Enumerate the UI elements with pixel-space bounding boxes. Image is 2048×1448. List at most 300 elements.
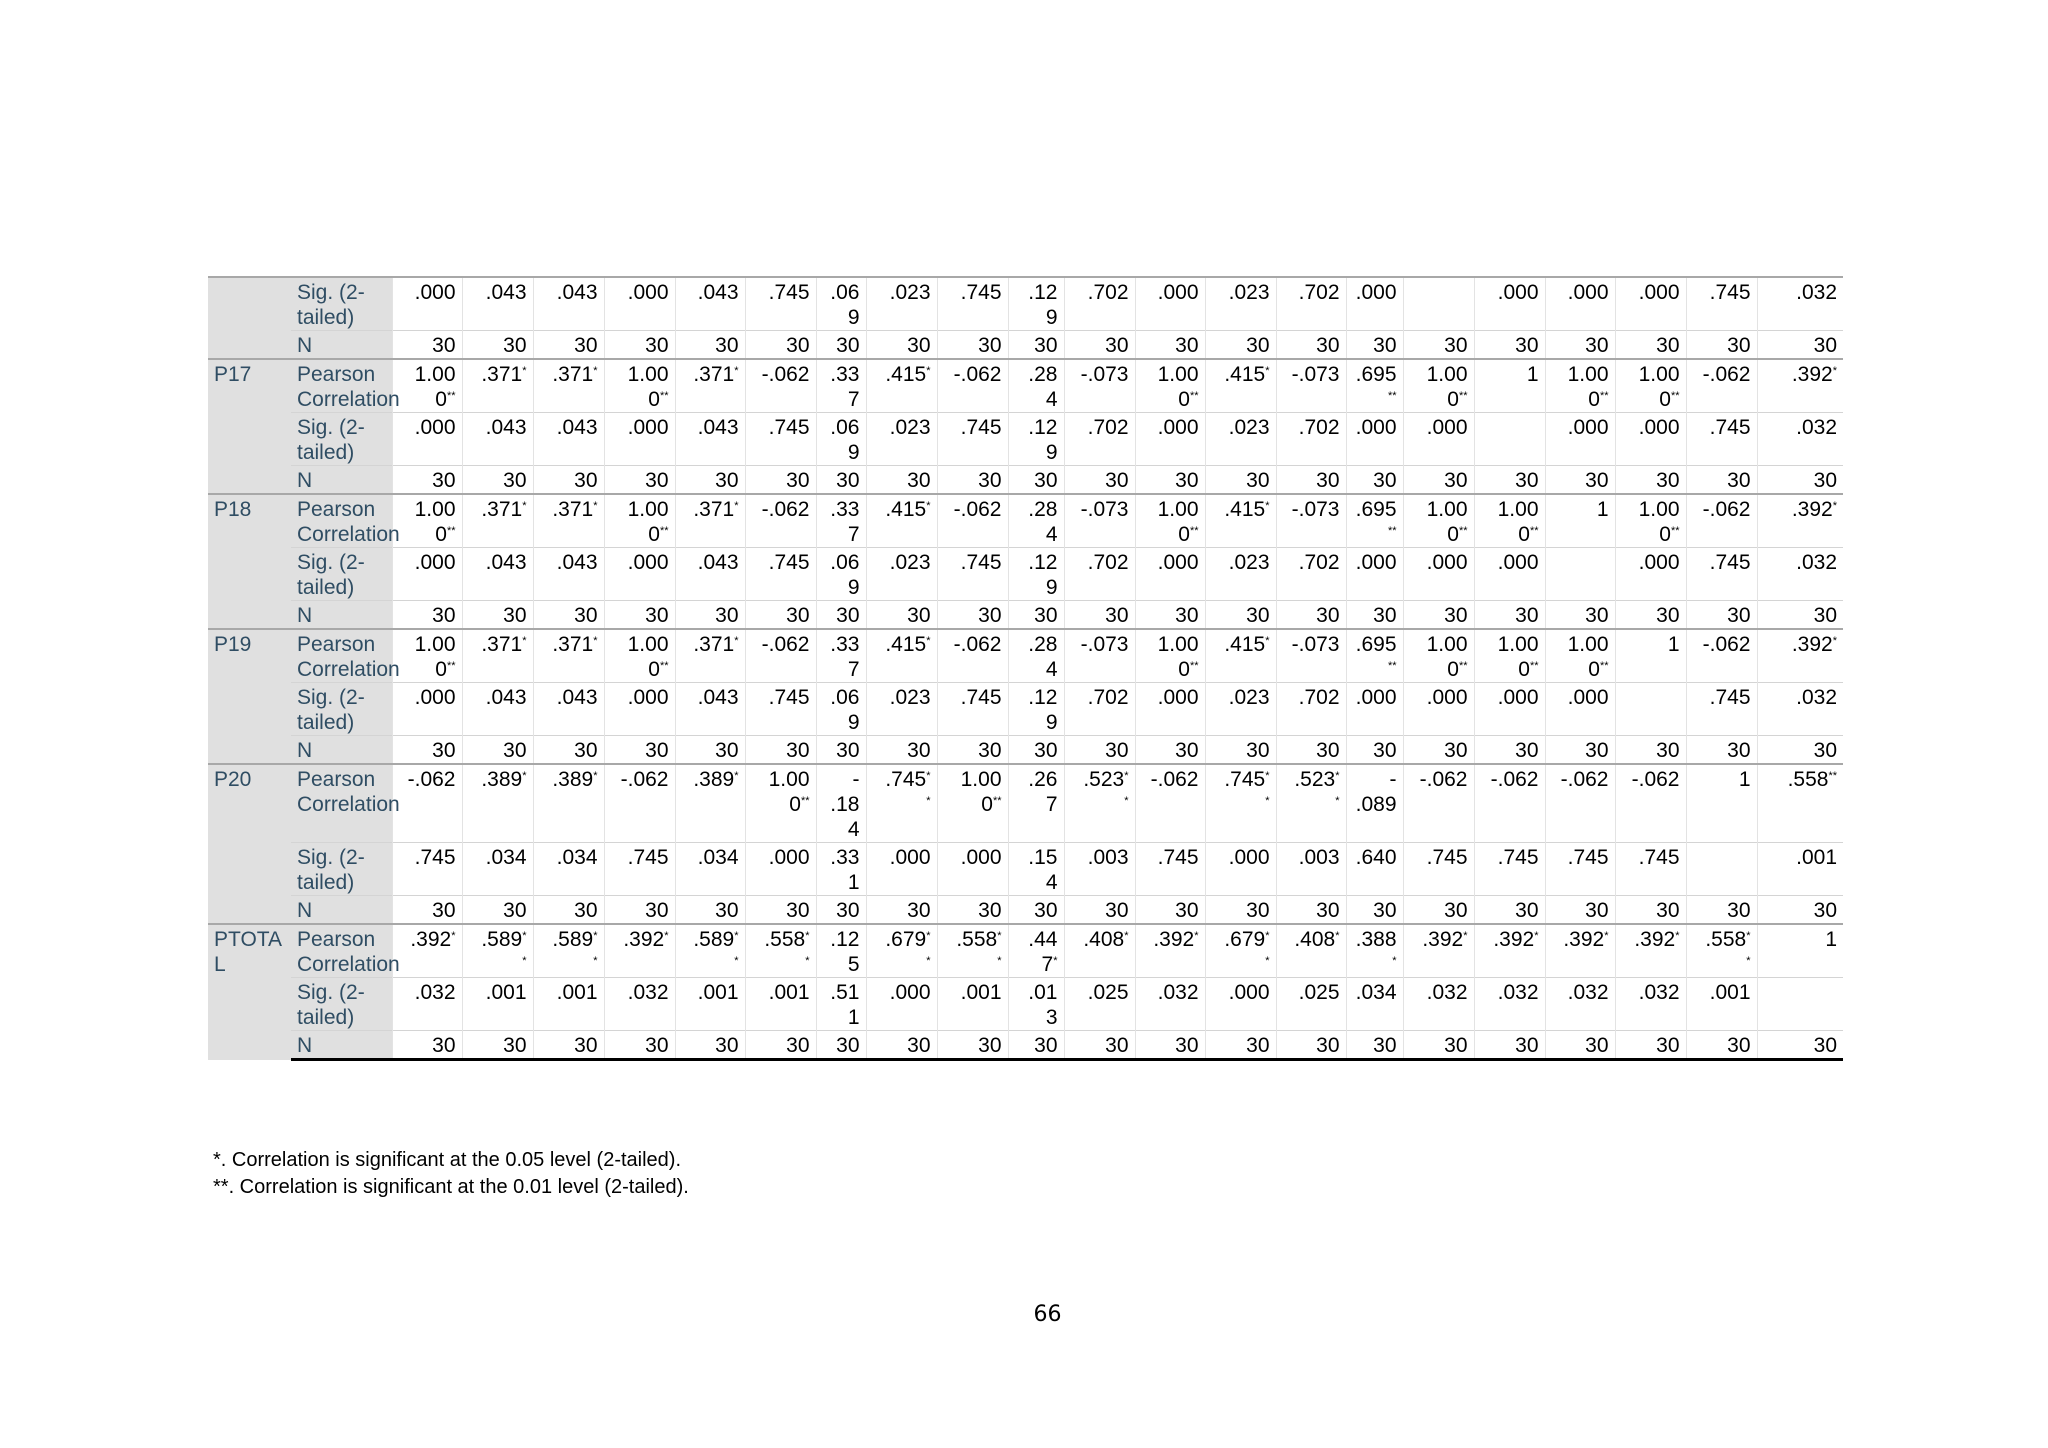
statistic-label: N (291, 601, 392, 630)
table-cell: 30 (1135, 736, 1205, 765)
table-cell: .745 (1615, 843, 1686, 896)
table-cell: .001 (937, 978, 1008, 1031)
table-cell: 30 (1064, 736, 1135, 765)
table-cell (1615, 683, 1686, 736)
statistic-label: N (291, 466, 392, 495)
table-cell: .33 7 (816, 629, 866, 683)
table-cell: 1.00 0** (1545, 629, 1615, 683)
table-cell: 30 (1205, 736, 1276, 765)
variable-label: P17 (208, 359, 291, 494)
table-cell: 1.00 0** (745, 764, 816, 843)
table-cell: .000 (1545, 683, 1615, 736)
table-cell: 30 (533, 896, 604, 925)
page-number: 66 (1033, 1302, 1062, 1327)
table-cell: 30 (604, 331, 675, 360)
table-cell: .12 9 (1008, 413, 1064, 466)
table-cell: .001 (533, 978, 604, 1031)
table-cell: .523* * (1064, 764, 1135, 843)
table-cell: .000 (937, 843, 1008, 896)
table-row (208, 896, 1843, 925)
table-cell: 30 (1346, 736, 1403, 765)
table-cell: -.062 (937, 494, 1008, 548)
table-cell: .032 (1757, 413, 1843, 466)
table-cell: .392* (1757, 494, 1843, 548)
table-cell: .745 (392, 843, 462, 896)
table-cell: .33 1 (816, 843, 866, 896)
table-cell: 30 (866, 1031, 937, 1060)
table-cell: .000 (604, 683, 675, 736)
table-cell: - .18 4 (816, 764, 866, 843)
table-cell: .032 (392, 978, 462, 1031)
table-cell: .702 (1064, 683, 1135, 736)
table-cell: .392* (1403, 924, 1474, 978)
table-cell: .702 (1064, 413, 1135, 466)
table-cell: .023 (1205, 277, 1276, 331)
table-cell: 1.00 0** (1474, 629, 1545, 683)
table-cell: .392* (1545, 924, 1615, 978)
table-cell: 30 (392, 601, 462, 630)
table-cell: 30 (1205, 896, 1276, 925)
table-cell: 1.00 0** (1135, 629, 1205, 683)
statistic-label: Pearson Correlation (291, 764, 392, 843)
table-cell: .023 (866, 683, 937, 736)
table-cell: 30 (1135, 466, 1205, 495)
table-cell: .001 (1757, 843, 1843, 896)
table-cell: .745* * (1205, 764, 1276, 843)
table-cell: .000 (1615, 413, 1686, 466)
table-cell: 1 (1615, 629, 1686, 683)
table-cell: .025 (1064, 978, 1135, 1031)
table-cell: .695 ** (1346, 494, 1403, 548)
table-cell: 30 (392, 896, 462, 925)
table-cell: 30 (392, 1031, 462, 1060)
table-cell: .023 (1205, 548, 1276, 601)
table-cell: 30 (1757, 896, 1843, 925)
table-cell: 30 (462, 331, 533, 360)
table-cell: 30 (1276, 1031, 1346, 1060)
table-cell: 1 (1474, 359, 1545, 413)
table-cell: 30 (1474, 466, 1545, 495)
table-cell: 30 (1686, 466, 1757, 495)
table-cell: .023 (866, 413, 937, 466)
table-cell: 30 (1615, 466, 1686, 495)
table-cell: 30 (1686, 331, 1757, 360)
table-cell: .000 (1135, 683, 1205, 736)
table-cell: .702 (1276, 548, 1346, 601)
table-cell: .043 (675, 548, 745, 601)
table-cell: .371* (462, 359, 533, 413)
table-row (208, 843, 1843, 896)
table-cell: 30 (937, 601, 1008, 630)
table-cell: .408* (1064, 924, 1135, 978)
table-cell: - .089 (1346, 764, 1403, 843)
table-cell: 30 (1205, 1031, 1276, 1060)
table-cell: 30 (533, 601, 604, 630)
table-cell: 1.00 0** (604, 494, 675, 548)
statistic-label: Sig. (2-tailed) (291, 978, 392, 1031)
table-cell: -.062 (1615, 764, 1686, 843)
table-cell: .034 (533, 843, 604, 896)
table-cell: .023 (866, 548, 937, 601)
table-cell: 30 (533, 1031, 604, 1060)
statistic-label: Pearson Correlation (291, 629, 392, 683)
table-cell: .12 9 (1008, 683, 1064, 736)
table-cell: 30 (1346, 896, 1403, 925)
table-cell: -.073 (1276, 359, 1346, 413)
table-cell: 30 (392, 331, 462, 360)
table-cell: .000 (1346, 683, 1403, 736)
table-cell: 30 (1008, 1031, 1064, 1060)
table-cell: .001 (462, 978, 533, 1031)
table-cell: 30 (604, 896, 675, 925)
table-cell: .032 (1757, 277, 1843, 331)
table-cell: 30 (816, 736, 866, 765)
table-cell: 30 (1686, 601, 1757, 630)
table-cell: 30 (1686, 1031, 1757, 1060)
table-cell: 30 (1276, 896, 1346, 925)
table-cell: 30 (816, 331, 866, 360)
table-cell: .392* (1135, 924, 1205, 978)
table-cell: 30 (1346, 601, 1403, 630)
table-cell: .000 (392, 277, 462, 331)
table-cell: .000 (604, 413, 675, 466)
table-cell: .558** (1757, 764, 1843, 843)
table-cell: -.062 (392, 764, 462, 843)
table-cell: 30 (1276, 466, 1346, 495)
table-cell: .15 4 (1008, 843, 1064, 896)
table-cell: 30 (816, 896, 866, 925)
table-cell: 1.00 0** (1615, 359, 1686, 413)
table-cell: .034 (1346, 978, 1403, 1031)
table-cell: .000 (1545, 413, 1615, 466)
table-cell: .28 4 (1008, 494, 1064, 548)
table-row (208, 601, 1843, 630)
table-cell: .745 (937, 413, 1008, 466)
table-row (208, 494, 1843, 548)
table-cell: .745 (604, 843, 675, 896)
statistic-label: N (291, 1031, 392, 1060)
table-cell: 30 (1545, 896, 1615, 925)
variable-label: P20 (208, 764, 291, 924)
table-cell: 30 (745, 466, 816, 495)
table-cell: -.073 (1064, 629, 1135, 683)
table-cell: 30 (1615, 331, 1686, 360)
table-cell: 1 (1545, 494, 1615, 548)
table-cell: 30 (1064, 896, 1135, 925)
table-cell: .000 (1403, 548, 1474, 601)
table-cell: .032 (1757, 548, 1843, 601)
table-cell: 30 (533, 331, 604, 360)
table-cell: 30 (866, 736, 937, 765)
table-cell: .695 ** (1346, 359, 1403, 413)
table-cell: .032 (1545, 978, 1615, 1031)
table-cell: .032 (1615, 978, 1686, 1031)
table-cell: .33 7 (816, 359, 866, 413)
table-cell: .745 (1686, 413, 1757, 466)
table-cell: .371* (533, 494, 604, 548)
table-cell: 30 (1276, 736, 1346, 765)
table-cell: 30 (1135, 896, 1205, 925)
table-cell: .745 (1686, 683, 1757, 736)
table-cell: 30 (1064, 331, 1135, 360)
table-cell: .371* (533, 359, 604, 413)
table-cell: 30 (937, 466, 1008, 495)
table-cell: 1.00 0** (392, 359, 462, 413)
table-cell: 30 (1545, 1031, 1615, 1060)
table-cell: 1.00 0** (1135, 359, 1205, 413)
table-cell: .034 (462, 843, 533, 896)
table-cell: .745 (1135, 843, 1205, 896)
table-row (208, 629, 1843, 683)
table-cell: .000 (1135, 548, 1205, 601)
table-cell: -.062 (1403, 764, 1474, 843)
table-cell: .679* * (866, 924, 937, 978)
table-cell: .000 (1474, 277, 1545, 331)
table-cell: .043 (675, 683, 745, 736)
table-cell: .043 (462, 413, 533, 466)
table-cell: .392* (1757, 359, 1843, 413)
table-cell: .000 (1474, 548, 1545, 601)
table-cell: 30 (1008, 466, 1064, 495)
table-cell: 30 (1205, 331, 1276, 360)
table-cell: .745 (937, 548, 1008, 601)
table-cell: .043 (462, 277, 533, 331)
table-cell: .589* * (462, 924, 533, 978)
table-cell: .003 (1276, 843, 1346, 896)
table-cell: 30 (675, 896, 745, 925)
table-cell: 30 (1403, 1031, 1474, 1060)
table-cell: 30 (675, 601, 745, 630)
table-cell: 30 (1474, 736, 1545, 765)
table-cell: .392* (392, 924, 462, 978)
statistic-label: Pearson Correlation (291, 359, 392, 413)
table-cell: 30 (533, 466, 604, 495)
table-cell: 30 (462, 466, 533, 495)
table-cell: .679* * (1205, 924, 1276, 978)
table-cell: 30 (1346, 466, 1403, 495)
table-cell: .06 9 (816, 277, 866, 331)
table-cell: .043 (675, 277, 745, 331)
table-cell: .000 (1346, 413, 1403, 466)
footnote-sig-01: **. Correlation is significant at the 0.01 level (2-tailed). (213, 1176, 689, 1198)
table-cell (1686, 843, 1757, 896)
statistic-label: Pearson Correlation (291, 924, 392, 978)
table-cell: .003 (1064, 843, 1135, 896)
footnote-sig-05: *. Correlation is significant at the 0.05 level (2-tailed). (213, 1149, 682, 1171)
table-cell: 30 (937, 896, 1008, 925)
table-cell: 30 (675, 331, 745, 360)
table-cell: .000 (1346, 548, 1403, 601)
table-cell: 30 (1757, 331, 1843, 360)
table-cell: 30 (392, 466, 462, 495)
table-cell: .023 (1205, 683, 1276, 736)
table-cell (1403, 277, 1474, 331)
table-cell: .415* (1205, 494, 1276, 548)
table-cell: .389* (533, 764, 604, 843)
table-cell: .558* * (745, 924, 816, 978)
table-cell: .000 (1346, 277, 1403, 331)
table-cell: 30 (1064, 466, 1135, 495)
variable-label: P18 (208, 494, 291, 629)
table-cell: .000 (1205, 978, 1276, 1031)
table-cell: .415* (866, 629, 937, 683)
variable-label: PTOTAL (208, 924, 291, 1060)
table-cell: .388 * (1346, 924, 1403, 978)
table-cell: .640 (1346, 843, 1403, 896)
table-cell: 30 (1064, 601, 1135, 630)
table-cell: 30 (1346, 1031, 1403, 1060)
table-cell: 30 (816, 1031, 866, 1060)
table-cell: .745 (1474, 843, 1545, 896)
table-cell: .001 (675, 978, 745, 1031)
table-cell: 1.00 0** (937, 764, 1008, 843)
table-cell: 1 (1686, 764, 1757, 843)
table-cell: .702 (1276, 277, 1346, 331)
table-cell: .392* (1474, 924, 1545, 978)
table-cell: 1.00 0** (1403, 629, 1474, 683)
table-body (208, 277, 1843, 1060)
table-cell: 1.00 0** (1545, 359, 1615, 413)
table-cell: 30 (1474, 601, 1545, 630)
table-cell: .415* (1205, 359, 1276, 413)
table-cell: 30 (745, 1031, 816, 1060)
table-cell: .032 (1135, 978, 1205, 1031)
table-cell: -.062 (745, 629, 816, 683)
table-cell (1545, 548, 1615, 601)
table-cell: .000 (392, 413, 462, 466)
table-cell: .371* (675, 359, 745, 413)
table-cell (1474, 413, 1545, 466)
table-cell: 30 (1403, 896, 1474, 925)
table-cell: .408* (1276, 924, 1346, 978)
table-cell: .000 (1205, 843, 1276, 896)
table-cell: 30 (1474, 896, 1545, 925)
table-row (208, 924, 1843, 978)
table-cell: .001 (745, 978, 816, 1031)
table-cell: .745 (937, 277, 1008, 331)
table-cell: 30 (675, 1031, 745, 1060)
table-cell: 30 (1757, 1031, 1843, 1060)
table-cell: .389* (462, 764, 533, 843)
table-cell: 30 (1008, 736, 1064, 765)
table-cell: 30 (675, 466, 745, 495)
table-cell: 30 (462, 601, 533, 630)
table-cell: -.062 (1474, 764, 1545, 843)
table-cell: .415* (866, 494, 937, 548)
table-cell: 30 (745, 331, 816, 360)
table-cell: .44 7* (1008, 924, 1064, 978)
table-cell: .745 (745, 548, 816, 601)
statistic-label: N (291, 331, 392, 360)
table-row (208, 466, 1843, 495)
table-cell: .000 (1135, 413, 1205, 466)
table-cell: 30 (745, 896, 816, 925)
statistic-label: Pearson Correlation (291, 494, 392, 548)
table-cell: 30 (1403, 736, 1474, 765)
table-cell: .745 (1686, 548, 1757, 601)
table-cell: 30 (1276, 331, 1346, 360)
table-cell: 1.00 0** (392, 494, 462, 548)
table-cell: .043 (533, 413, 604, 466)
table-cell: -.073 (1064, 359, 1135, 413)
table-cell: .12 9 (1008, 548, 1064, 601)
table-cell: 30 (816, 466, 866, 495)
table-cell: .28 4 (1008, 359, 1064, 413)
table-row (208, 413, 1843, 466)
table-cell: -.062 (745, 494, 816, 548)
table-cell: .702 (1276, 683, 1346, 736)
table-cell: .745 (745, 277, 816, 331)
table-cell: -.062 (1686, 629, 1757, 683)
table-cell: 30 (866, 466, 937, 495)
table-cell: 30 (604, 736, 675, 765)
table-cell: .032 (1474, 978, 1545, 1031)
table-cell: -.062 (937, 629, 1008, 683)
table-cell: .01 3 (1008, 978, 1064, 1031)
table-cell: .000 (604, 277, 675, 331)
correlation-table (208, 276, 1843, 1061)
table-cell: 30 (1615, 601, 1686, 630)
table-cell: .745 (745, 413, 816, 466)
table-cell: .12 9 (1008, 277, 1064, 331)
table-cell: 30 (1757, 601, 1843, 630)
table-cell: .000 (1545, 277, 1615, 331)
table-cell: 30 (604, 601, 675, 630)
table-cell: .000 (1615, 548, 1686, 601)
table-cell: 30 (1276, 601, 1346, 630)
table-cell: .745 (745, 683, 816, 736)
table-cell: -.062 (1686, 494, 1757, 548)
table-cell: 30 (1346, 331, 1403, 360)
table-cell: 30 (1008, 896, 1064, 925)
table-cell: .06 9 (816, 413, 866, 466)
table-cell: 30 (462, 1031, 533, 1060)
table-cell: 30 (604, 1031, 675, 1060)
variable-label: P19 (208, 629, 291, 764)
table-cell: 1.00 0** (604, 629, 675, 683)
table-cell: -.073 (1276, 494, 1346, 548)
table-cell: .523* * (1276, 764, 1346, 843)
table-cell: .589* * (533, 924, 604, 978)
table-cell: 30 (937, 736, 1008, 765)
table-cell: 30 (1545, 466, 1615, 495)
table-cell: 30 (675, 736, 745, 765)
table-cell: 30 (745, 601, 816, 630)
table-cell: .558* * (1686, 924, 1757, 978)
table-cell: 30 (1008, 601, 1064, 630)
table-cell: .589* * (675, 924, 745, 978)
table-cell: .043 (462, 683, 533, 736)
table-row (208, 978, 1843, 1031)
table-cell: 30 (1545, 601, 1615, 630)
table-cell: 30 (1403, 331, 1474, 360)
table-cell: .000 (1474, 683, 1545, 736)
variable-label (208, 277, 291, 359)
table-cell: .034 (675, 843, 745, 896)
table-cell: 30 (1064, 1031, 1135, 1060)
table-cell: 30 (462, 736, 533, 765)
table-cell: 30 (1403, 601, 1474, 630)
table-cell: .000 (392, 683, 462, 736)
table-cell: 30 (1757, 466, 1843, 495)
table-cell: .000 (866, 978, 937, 1031)
table-cell: .032 (604, 978, 675, 1031)
table-cell: .371* (533, 629, 604, 683)
table-cell: 30 (1135, 331, 1205, 360)
table-cell: 30 (1205, 466, 1276, 495)
table-cell: .745* * (866, 764, 937, 843)
table-cell: 1.00 0** (1474, 494, 1545, 548)
